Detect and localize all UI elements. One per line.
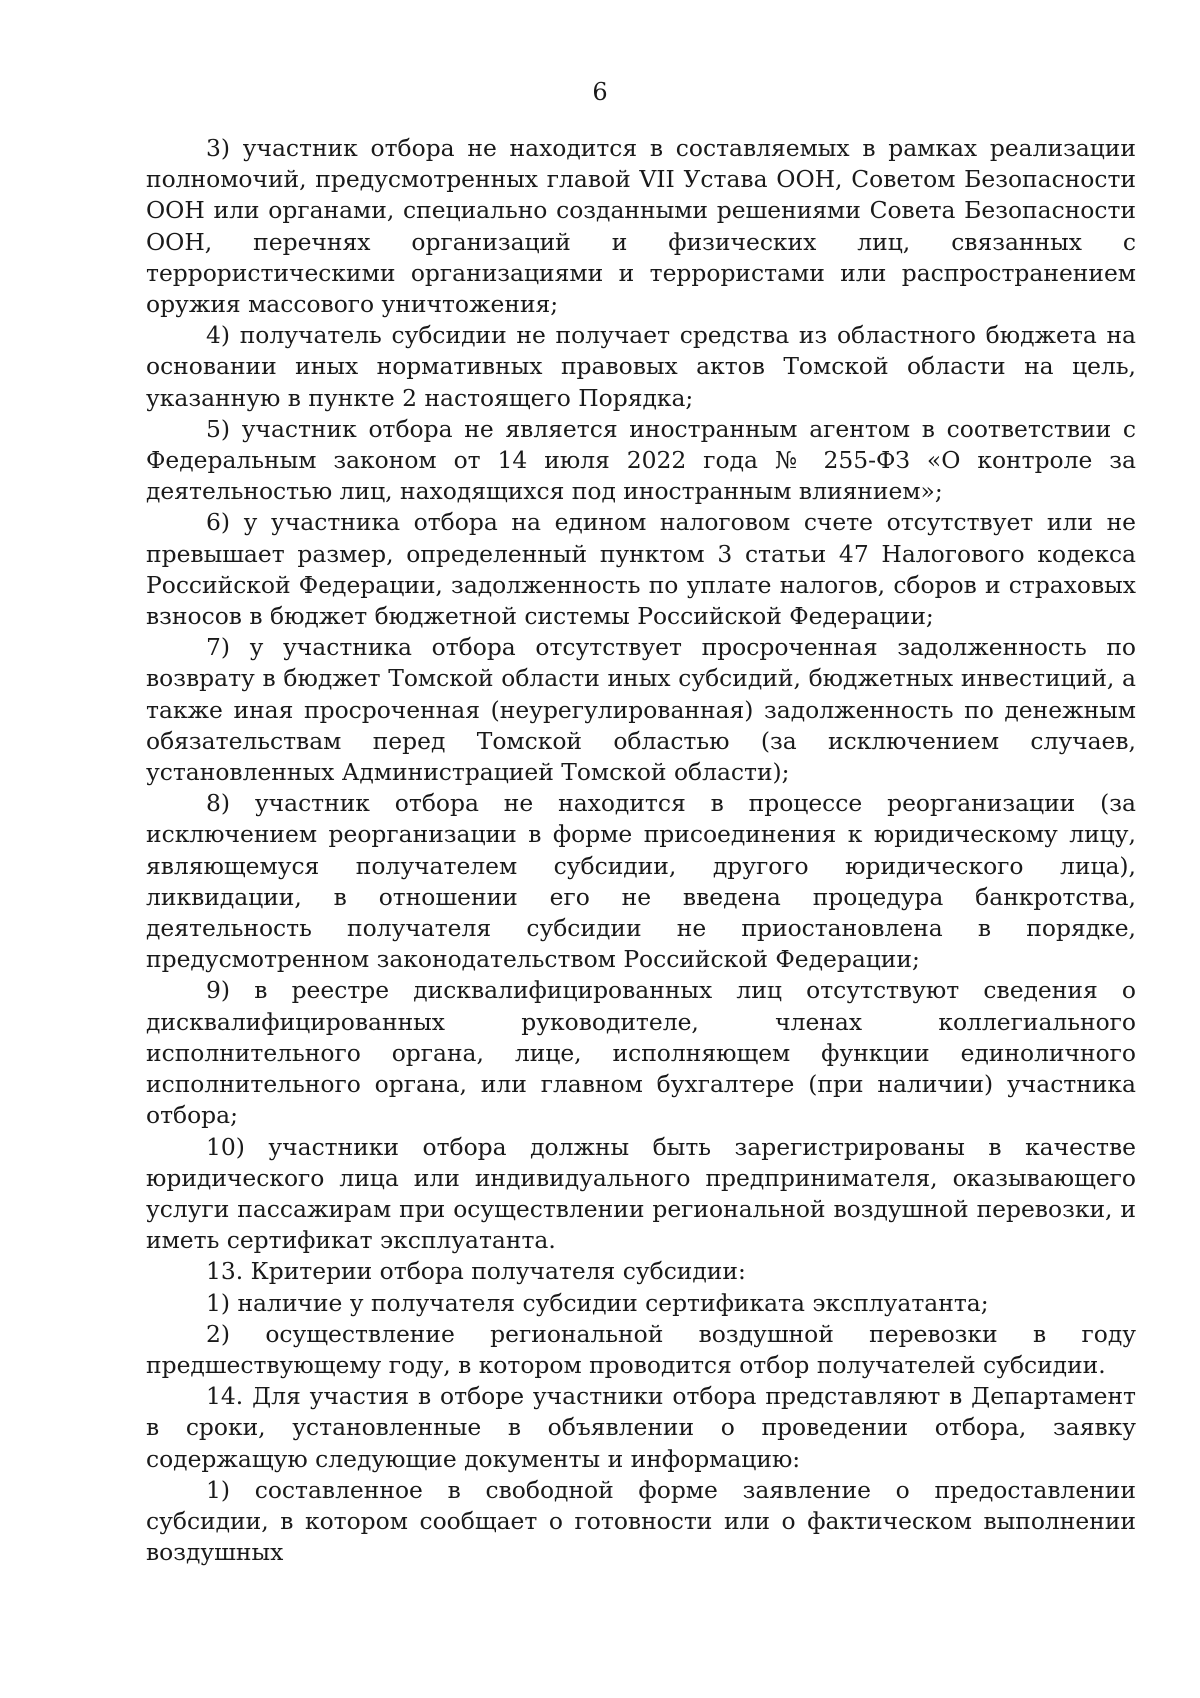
document-body	[146, 133, 1136, 1568]
paragraph-5-foreign-agent: 5) участник отбора не является иностранным агентом в соответствии с Федеральным законом от 14 июля 2022 года № 255-ФЗ «О контроле за деятельностью лиц, находящихся под иностранным влиянием»;	[146, 414, 1136, 506]
section-14-application: 14. Для участия в отборе участники отбора представляют в Департамент в сроки, установленные в объявлении о проведении отбора, заявку содержащую следующие документы и информацию:	[146, 1382, 1136, 1473]
paragraph-9-disqualified-persons: 9) в реестре дисквалифицированных лиц отсутствуют сведения о дисквалифицированных руководителе, членах коллегиального исполнительного органа, лице, исполняющем функции единоличного исполнительного органа, или главном бухгалтере (при наличии) участника отбора;	[146, 976, 1136, 1130]
criterion-1-certificate: 1) наличие у получателя субсидии сертификата эксплуатанта;	[206, 1288, 989, 1317]
page-number: 6	[592, 78, 608, 106]
paragraph-7-overdue-debt: 7) у участника отбора отсутствует просроченная задолженность по возврату в бюджет Томской области иных субсидий, бюджетных инвестиций, а также иная просроченная (неурегулированная) задолженность по денежным обязательствам перед Томской областью (за исключением случаев, установленных Администрацией Томской области);	[146, 633, 1136, 787]
criterion-2-air-transport: 2) осуществление региональной воздушной перевозки в году предшествующему году, в котором проводится отбор получателей субсидии.	[146, 1319, 1136, 1379]
paragraph-10-registration: 10) участники отбора должны быть зарегистрированы в качестве юридического лица или индивидуального предпринимателя, оказывающего услуги пассажирам при осуществлении региональной воздушной перевозки, и иметь сертификат эксплуатанта.	[146, 1132, 1136, 1255]
application-item-1-statement: 1) составленное в свободной форме заявление о предоставлении субсидии, в котором сообщает о готовности или о фактическом выполнении воздушных	[146, 1475, 1136, 1567]
section-13-heading: 13. Критерии отбора получателя субсидии:	[206, 1257, 746, 1286]
paragraph-4-regional-budget: 4) получатель субсидии не получает средства из областного бюджета на основании иных нормативных правовых актов Томской области на цель, указанную в пункте 2 настоящего Порядка;	[146, 321, 1136, 412]
paragraph-8-reorganization: 8) участник отбора не находится в процессе реорганизации (за исключением реорганизации в форме присоединения к юридическому лицу, являющемуся получателем субсидии, другого юридического лица), ликвидации, в отношении его не введена процедура банкротства, деятельность получателя субсидии не приостановлена в порядке, предусмотренном законодательством Российской Федерации;	[146, 789, 1136, 974]
paragraph-6-tax-debt: 6) у участника отбора на едином налоговом счете отсутствует или не превышает размер, определенный пунктом 3 статьи 47 Налогового кодекса Российской Федерации, задолженность по уплате налогов, сборов и страховых взносов в бюджет бюджетной системы Российской Федерации;	[146, 508, 1136, 631]
paragraph-3-terrorist-lists: 3) участник отбора не находится в составляемых в рамках реализации полномочий, предусмотренных главой VII Устава ООН, Советом Безопасности ООН или органами, специально созданными решениями Совета Безопасности ООН, перечнях организаций и физических лиц, связанных с террористическими организациями и террористами или распространением оружия массового уничтожения;	[146, 134, 1136, 319]
